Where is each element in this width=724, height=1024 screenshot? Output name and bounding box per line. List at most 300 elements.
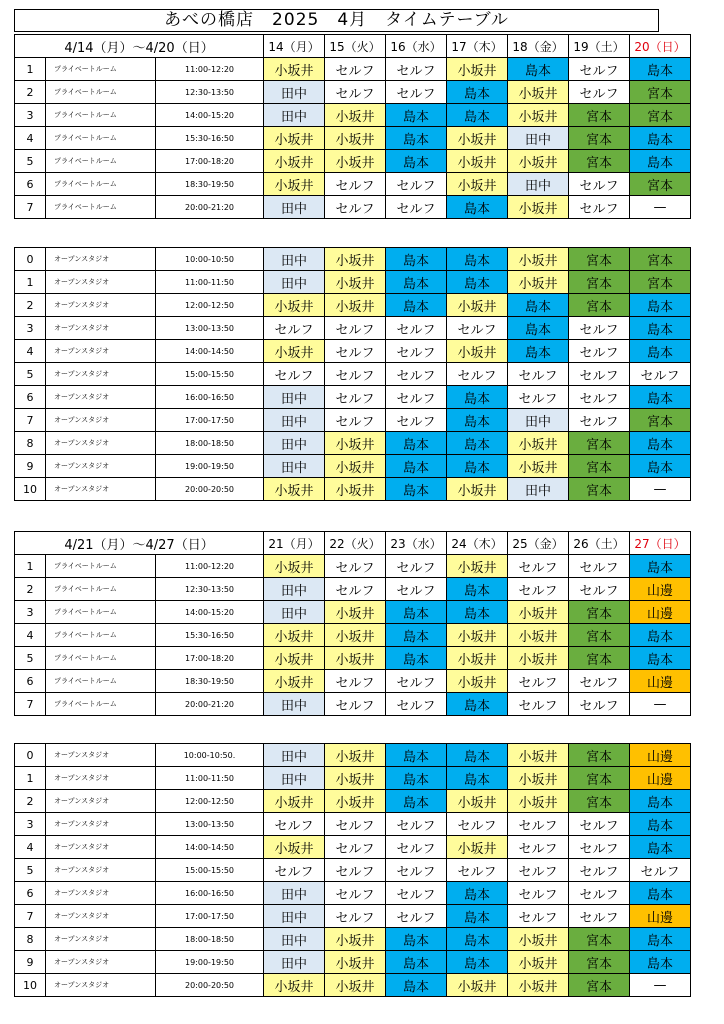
instructor-cell: 小坂井 bbox=[264, 974, 325, 997]
instructor-cell: セルフ bbox=[569, 317, 630, 340]
table-row bbox=[15, 670, 691, 693]
instructor-cell: 小坂井 bbox=[264, 58, 325, 81]
instructor-cell: 島本 bbox=[447, 905, 508, 928]
day-header: 16（水） bbox=[386, 35, 447, 58]
instructor-cell: 島本 bbox=[630, 647, 691, 670]
table-row bbox=[15, 693, 691, 716]
instructor-cell: セルフ bbox=[508, 578, 569, 601]
instructor-cell: 山邊 bbox=[630, 767, 691, 790]
room-type: オープンスタジオ bbox=[46, 767, 156, 790]
table-row bbox=[15, 974, 691, 997]
time-range: 11:00-12:20 bbox=[156, 555, 264, 578]
room-type: オープンスタジオ bbox=[46, 271, 156, 294]
instructor-cell: セルフ bbox=[386, 196, 447, 219]
instructor-cell: 小坂井 bbox=[447, 173, 508, 196]
slot-number: 3 bbox=[15, 317, 46, 340]
instructor-cell: 島本 bbox=[630, 150, 691, 173]
instructor-cell: 島本 bbox=[630, 340, 691, 363]
time-range: 14:00-14:50 bbox=[156, 340, 264, 363]
instructor-cell: 小坂井 bbox=[447, 150, 508, 173]
instructor-cell: 田中 bbox=[264, 744, 325, 767]
table-row bbox=[15, 58, 691, 81]
room-type: プライベートルーム bbox=[46, 693, 156, 716]
instructor-cell: セルフ bbox=[325, 882, 386, 905]
instructor-cell: 宮本 bbox=[569, 432, 630, 455]
instructor-cell: 山邊 bbox=[630, 905, 691, 928]
table-row bbox=[15, 271, 691, 294]
instructor-cell: 小坂井 bbox=[264, 624, 325, 647]
day-header: 14（月） bbox=[264, 35, 325, 58]
instructor-cell: 小坂井 bbox=[264, 150, 325, 173]
instructor-cell: 小坂井 bbox=[325, 951, 386, 974]
instructor-cell: 小坂井 bbox=[447, 294, 508, 317]
room-type: オープンスタジオ bbox=[46, 340, 156, 363]
slot-number: 7 bbox=[15, 905, 46, 928]
instructor-cell: セルフ bbox=[325, 196, 386, 219]
instructor-cell: セルフ bbox=[386, 363, 447, 386]
instructor-cell: セルフ bbox=[447, 813, 508, 836]
instructor-cell: 島本 bbox=[630, 555, 691, 578]
instructor-cell: セルフ bbox=[569, 409, 630, 432]
instructor-cell: セルフ bbox=[386, 81, 447, 104]
room-type: オープンスタジオ bbox=[46, 294, 156, 317]
instructor-cell: 小坂井 bbox=[325, 790, 386, 813]
instructor-cell: 小坂井 bbox=[508, 271, 569, 294]
instructor-cell: 小坂井 bbox=[508, 767, 569, 790]
time-range: 10:00-10:50 bbox=[156, 248, 264, 271]
slot-number: 4 bbox=[15, 340, 46, 363]
instructor-cell: 島本 bbox=[386, 974, 447, 997]
table-row bbox=[15, 294, 691, 317]
instructor-cell: 島本 bbox=[386, 478, 447, 501]
slot-number: 8 bbox=[15, 928, 46, 951]
table-row bbox=[15, 647, 691, 670]
instructor-cell: 島本 bbox=[447, 578, 508, 601]
slot-number: 6 bbox=[15, 882, 46, 905]
instructor-cell: セルフ bbox=[569, 693, 630, 716]
instructor-cell: 小坂井 bbox=[264, 127, 325, 150]
instructor-cell: 田中 bbox=[264, 578, 325, 601]
instructor-cell: セルフ bbox=[325, 173, 386, 196]
time-range: 20:00-20:50 bbox=[156, 974, 264, 997]
instructor-cell: セルフ bbox=[325, 58, 386, 81]
instructor-cell: セルフ bbox=[447, 363, 508, 386]
instructor-cell: 島本 bbox=[386, 104, 447, 127]
room-type: オープンスタジオ bbox=[46, 455, 156, 478]
instructor-cell: セルフ bbox=[447, 859, 508, 882]
instructor-cell: 島本 bbox=[508, 340, 569, 363]
slot-number: 9 bbox=[15, 951, 46, 974]
instructor-cell: 島本 bbox=[386, 951, 447, 974]
instructor-cell: 島本 bbox=[386, 601, 447, 624]
slot-number: 1 bbox=[15, 767, 46, 790]
instructor-cell: セルフ bbox=[569, 196, 630, 219]
instructor-cell: 島本 bbox=[630, 58, 691, 81]
day-header-sunday: 20（日） bbox=[630, 35, 691, 58]
slot-number: 8 bbox=[15, 432, 46, 455]
instructor-cell: セルフ bbox=[325, 317, 386, 340]
instructor-cell: 宮本 bbox=[569, 455, 630, 478]
instructor-cell: 小坂井 bbox=[264, 173, 325, 196]
table-row bbox=[15, 813, 691, 836]
instructor-cell: 宮本 bbox=[630, 409, 691, 432]
instructor-cell: — bbox=[630, 693, 691, 716]
slot-number: 4 bbox=[15, 127, 46, 150]
instructor-cell: セルフ bbox=[447, 317, 508, 340]
week-range: 4/21（月）〜4/27（日） bbox=[15, 532, 264, 555]
instructor-cell: 小坂井 bbox=[447, 127, 508, 150]
time-range: 18:00-18:50 bbox=[156, 928, 264, 951]
instructor-cell: セルフ bbox=[325, 555, 386, 578]
instructor-cell: 小坂井 bbox=[447, 670, 508, 693]
instructor-cell: 島本 bbox=[386, 271, 447, 294]
instructor-cell: 宮本 bbox=[630, 173, 691, 196]
instructor-cell: 小坂井 bbox=[325, 478, 386, 501]
room-type: プライベートルーム bbox=[46, 58, 156, 81]
instructor-cell: 田中 bbox=[264, 928, 325, 951]
instructor-cell: セルフ bbox=[325, 905, 386, 928]
instructor-cell: セルフ bbox=[325, 693, 386, 716]
instructor-cell: セルフ bbox=[386, 836, 447, 859]
instructor-cell: 田中 bbox=[264, 905, 325, 928]
table-row bbox=[15, 127, 691, 150]
instructor-cell: 島本 bbox=[386, 455, 447, 478]
instructor-cell: セルフ bbox=[325, 670, 386, 693]
instructor-cell: 島本 bbox=[630, 836, 691, 859]
instructor-cell: セルフ bbox=[264, 813, 325, 836]
instructor-cell: 田中 bbox=[508, 173, 569, 196]
instructor-cell: 島本 bbox=[386, 928, 447, 951]
slot-number: 10 bbox=[15, 478, 46, 501]
instructor-cell: 小坂井 bbox=[447, 340, 508, 363]
instructor-cell: 島本 bbox=[386, 432, 447, 455]
instructor-cell: 小坂井 bbox=[264, 836, 325, 859]
instructor-cell: 小坂井 bbox=[447, 624, 508, 647]
instructor-cell: 小坂井 bbox=[264, 294, 325, 317]
instructor-cell: 島本 bbox=[447, 744, 508, 767]
table-row bbox=[15, 478, 691, 501]
instructor-cell: セルフ bbox=[325, 81, 386, 104]
room-type: プライベートルーム bbox=[46, 104, 156, 127]
instructor-cell: 島本 bbox=[447, 693, 508, 716]
table-row bbox=[15, 836, 691, 859]
week-header-row bbox=[15, 532, 691, 555]
instructor-cell: 田中 bbox=[264, 104, 325, 127]
table-row bbox=[15, 386, 691, 409]
slot-number: 5 bbox=[15, 647, 46, 670]
instructor-cell: 島本 bbox=[447, 386, 508, 409]
day-header: 21（月） bbox=[264, 532, 325, 555]
table-row bbox=[15, 196, 691, 219]
room-type: プライベートルーム bbox=[46, 624, 156, 647]
instructor-cell: セルフ bbox=[264, 363, 325, 386]
instructor-cell: 小坂井 bbox=[325, 455, 386, 478]
table-row bbox=[15, 882, 691, 905]
room-type: プライベートルーム bbox=[46, 81, 156, 104]
day-header-sunday: 27（日） bbox=[630, 532, 691, 555]
instructor-cell: 島本 bbox=[447, 928, 508, 951]
slot-number: 6 bbox=[15, 386, 46, 409]
day-header: 18（金） bbox=[508, 35, 569, 58]
instructor-cell: 宮本 bbox=[630, 248, 691, 271]
day-header: 25（金） bbox=[508, 532, 569, 555]
instructor-cell: 島本 bbox=[630, 951, 691, 974]
instructor-cell: 小坂井 bbox=[325, 150, 386, 173]
instructor-cell: セルフ bbox=[508, 363, 569, 386]
instructor-cell: 島本 bbox=[447, 601, 508, 624]
instructor-cell: セルフ bbox=[386, 409, 447, 432]
instructor-cell: 島本 bbox=[447, 196, 508, 219]
instructor-cell: 島本 bbox=[630, 317, 691, 340]
table-row bbox=[15, 951, 691, 974]
page-title: あべの橋店 2025 4月 タイムテーブル bbox=[14, 9, 659, 32]
slot-number: 1 bbox=[15, 271, 46, 294]
instructor-cell: 小坂井 bbox=[447, 555, 508, 578]
table-row bbox=[15, 578, 691, 601]
instructor-cell: 田中 bbox=[264, 455, 325, 478]
instructor-cell: 宮本 bbox=[569, 104, 630, 127]
week2-private-room-table bbox=[14, 531, 691, 716]
time-range: 11:00-11:50 bbox=[156, 767, 264, 790]
instructor-cell: セルフ bbox=[508, 693, 569, 716]
slot-number: 5 bbox=[15, 859, 46, 882]
table-row bbox=[15, 790, 691, 813]
time-range: 14:00-15:20 bbox=[156, 104, 264, 127]
slot-number: 1 bbox=[15, 555, 46, 578]
room-type: オープンスタジオ bbox=[46, 905, 156, 928]
slot-number: 6 bbox=[15, 173, 46, 196]
slot-number: 7 bbox=[15, 196, 46, 219]
instructor-cell: 小坂井 bbox=[325, 432, 386, 455]
room-type: オープンスタジオ bbox=[46, 951, 156, 974]
instructor-cell: 島本 bbox=[447, 104, 508, 127]
instructor-cell: 小坂井 bbox=[508, 744, 569, 767]
instructor-cell: 小坂井 bbox=[508, 150, 569, 173]
instructor-cell: セルフ bbox=[569, 905, 630, 928]
instructor-cell: 田中 bbox=[264, 882, 325, 905]
time-range: 15:00-15:50 bbox=[156, 859, 264, 882]
instructor-cell: セルフ bbox=[386, 859, 447, 882]
instructor-cell: 島本 bbox=[447, 248, 508, 271]
instructor-cell: 島本 bbox=[386, 294, 447, 317]
instructor-cell: 小坂井 bbox=[325, 127, 386, 150]
instructor-cell: 小坂井 bbox=[508, 104, 569, 127]
slot-number: 7 bbox=[15, 693, 46, 716]
day-header: 22（火） bbox=[325, 532, 386, 555]
table-row bbox=[15, 555, 691, 578]
instructor-cell: 島本 bbox=[447, 432, 508, 455]
slot-number: 2 bbox=[15, 790, 46, 813]
week-header-row bbox=[15, 35, 691, 58]
day-header: 17（木） bbox=[447, 35, 508, 58]
slot-number: 9 bbox=[15, 455, 46, 478]
instructor-cell: 島本 bbox=[386, 647, 447, 670]
instructor-cell: 宮本 bbox=[630, 271, 691, 294]
instructor-cell: セルフ bbox=[508, 859, 569, 882]
room-type: オープンスタジオ bbox=[46, 882, 156, 905]
room-type: オープンスタジオ bbox=[46, 928, 156, 951]
instructor-cell: セルフ bbox=[386, 882, 447, 905]
time-range: 17:00-17:50 bbox=[156, 905, 264, 928]
slot-number: 3 bbox=[15, 601, 46, 624]
table-row bbox=[15, 432, 691, 455]
instructor-cell: 島本 bbox=[386, 767, 447, 790]
instructor-cell: 小坂井 bbox=[447, 836, 508, 859]
day-header: 15（火） bbox=[325, 35, 386, 58]
instructor-cell: セルフ bbox=[569, 81, 630, 104]
instructor-cell: 小坂井 bbox=[508, 974, 569, 997]
instructor-cell: 小坂井 bbox=[264, 340, 325, 363]
table-row bbox=[15, 767, 691, 790]
instructor-cell: 田中 bbox=[508, 409, 569, 432]
slot-number: 2 bbox=[15, 81, 46, 104]
table-row bbox=[15, 81, 691, 104]
instructor-cell: 島本 bbox=[630, 882, 691, 905]
instructor-cell: 小坂井 bbox=[447, 478, 508, 501]
instructor-cell: 田中 bbox=[508, 127, 569, 150]
table-row bbox=[15, 104, 691, 127]
instructor-cell: 小坂井 bbox=[508, 432, 569, 455]
instructor-cell: 島本 bbox=[386, 150, 447, 173]
instructor-cell: 島本 bbox=[508, 58, 569, 81]
room-type: プライベートルーム bbox=[46, 601, 156, 624]
instructor-cell: 宮本 bbox=[569, 767, 630, 790]
instructor-cell: 島本 bbox=[447, 409, 508, 432]
instructor-cell: 島本 bbox=[447, 455, 508, 478]
week2-open-studio-table bbox=[14, 743, 691, 997]
time-range: 18:30-19:50 bbox=[156, 173, 264, 196]
instructor-cell: 山邊 bbox=[630, 744, 691, 767]
instructor-cell: 田中 bbox=[264, 601, 325, 624]
instructor-cell: 島本 bbox=[447, 767, 508, 790]
instructor-cell: 島本 bbox=[630, 127, 691, 150]
instructor-cell: セルフ bbox=[508, 555, 569, 578]
slot-number: 7 bbox=[15, 409, 46, 432]
instructor-cell: セルフ bbox=[325, 836, 386, 859]
instructor-cell: セルフ bbox=[508, 905, 569, 928]
instructor-cell: 小坂井 bbox=[508, 248, 569, 271]
room-type: プライベートルーム bbox=[46, 196, 156, 219]
slot-number: 4 bbox=[15, 836, 46, 859]
time-range: 17:00-18:20 bbox=[156, 647, 264, 670]
time-range: 12:30-13:50 bbox=[156, 81, 264, 104]
slot-number: 1 bbox=[15, 58, 46, 81]
instructor-cell: 田中 bbox=[264, 767, 325, 790]
instructor-cell: 宮本 bbox=[569, 951, 630, 974]
room-type: オープンスタジオ bbox=[46, 478, 156, 501]
time-range: 19:00-19:50 bbox=[156, 455, 264, 478]
instructor-cell: セルフ bbox=[264, 859, 325, 882]
time-range: 17:00-18:20 bbox=[156, 150, 264, 173]
time-range: 14:00-14:50 bbox=[156, 836, 264, 859]
instructor-cell: セルフ bbox=[630, 363, 691, 386]
instructor-cell: 島本 bbox=[447, 81, 508, 104]
instructor-cell: 宮本 bbox=[569, 294, 630, 317]
slot-number: 4 bbox=[15, 624, 46, 647]
table-row bbox=[15, 455, 691, 478]
room-type: プライベートルーム bbox=[46, 555, 156, 578]
instructor-cell: 小坂井 bbox=[447, 974, 508, 997]
instructor-cell: 田中 bbox=[264, 693, 325, 716]
instructor-cell: セルフ bbox=[386, 578, 447, 601]
week1-open-studio-table bbox=[14, 247, 691, 501]
slot-number: 10 bbox=[15, 974, 46, 997]
table-row bbox=[15, 859, 691, 882]
instructor-cell: セルフ bbox=[569, 578, 630, 601]
instructor-cell: 島本 bbox=[508, 294, 569, 317]
time-range: 16:00-16:50 bbox=[156, 882, 264, 905]
time-range: 13:00-13:50 bbox=[156, 813, 264, 836]
instructor-cell: 小坂井 bbox=[325, 601, 386, 624]
table-row bbox=[15, 340, 691, 363]
week-range: 4/14（月）〜4/20（日） bbox=[15, 35, 264, 58]
instructor-cell: 島本 bbox=[386, 744, 447, 767]
instructor-cell: セルフ bbox=[569, 813, 630, 836]
room-type: オープンスタジオ bbox=[46, 859, 156, 882]
instructor-cell: 小坂井 bbox=[447, 790, 508, 813]
instructor-cell: 島本 bbox=[386, 624, 447, 647]
day-header: 19（土） bbox=[569, 35, 630, 58]
instructor-cell: セルフ bbox=[569, 340, 630, 363]
time-range: 15:30-16:50 bbox=[156, 127, 264, 150]
time-range: 13:00-13:50 bbox=[156, 317, 264, 340]
day-header: 23（水） bbox=[386, 532, 447, 555]
room-type: オープンスタジオ bbox=[46, 386, 156, 409]
table-row bbox=[15, 905, 691, 928]
time-range: 16:00-16:50 bbox=[156, 386, 264, 409]
instructor-cell: 島本 bbox=[630, 624, 691, 647]
instructor-cell: 小坂井 bbox=[447, 58, 508, 81]
instructor-cell: 小坂井 bbox=[325, 647, 386, 670]
instructor-cell: 小坂井 bbox=[264, 478, 325, 501]
slot-number: 3 bbox=[15, 104, 46, 127]
instructor-cell: 田中 bbox=[264, 409, 325, 432]
room-type: プライベートルーム bbox=[46, 127, 156, 150]
instructor-cell: セルフ bbox=[630, 859, 691, 882]
instructor-cell: 小坂井 bbox=[325, 104, 386, 127]
instructor-cell: 田中 bbox=[264, 81, 325, 104]
room-type: プライベートルーム bbox=[46, 670, 156, 693]
instructor-cell: セルフ bbox=[508, 813, 569, 836]
instructor-cell: セルフ bbox=[264, 317, 325, 340]
time-range: 15:00-15:50 bbox=[156, 363, 264, 386]
instructor-cell: セルフ bbox=[386, 813, 447, 836]
instructor-cell: 小坂井 bbox=[508, 624, 569, 647]
table-row bbox=[15, 601, 691, 624]
instructor-cell: セルフ bbox=[325, 859, 386, 882]
instructor-cell: 小坂井 bbox=[508, 647, 569, 670]
instructor-cell: 宮本 bbox=[569, 478, 630, 501]
instructor-cell: セルフ bbox=[569, 386, 630, 409]
instructor-cell: セルフ bbox=[386, 905, 447, 928]
day-header: 26（土） bbox=[569, 532, 630, 555]
room-type: オープンスタジオ bbox=[46, 836, 156, 859]
time-range: 14:00-15:20 bbox=[156, 601, 264, 624]
instructor-cell: 島本 bbox=[630, 294, 691, 317]
table-row bbox=[15, 744, 691, 767]
instructor-cell: セルフ bbox=[569, 859, 630, 882]
instructor-cell: セルフ bbox=[386, 693, 447, 716]
instructor-cell: 小坂井 bbox=[325, 294, 386, 317]
table-row bbox=[15, 173, 691, 196]
instructor-cell: セルフ bbox=[386, 555, 447, 578]
time-range: 18:00-18:50 bbox=[156, 432, 264, 455]
instructor-cell: セルフ bbox=[508, 836, 569, 859]
instructor-cell: 島本 bbox=[447, 271, 508, 294]
instructor-cell: 小坂井 bbox=[325, 744, 386, 767]
instructor-cell: 島本 bbox=[630, 928, 691, 951]
slot-number: 2 bbox=[15, 294, 46, 317]
